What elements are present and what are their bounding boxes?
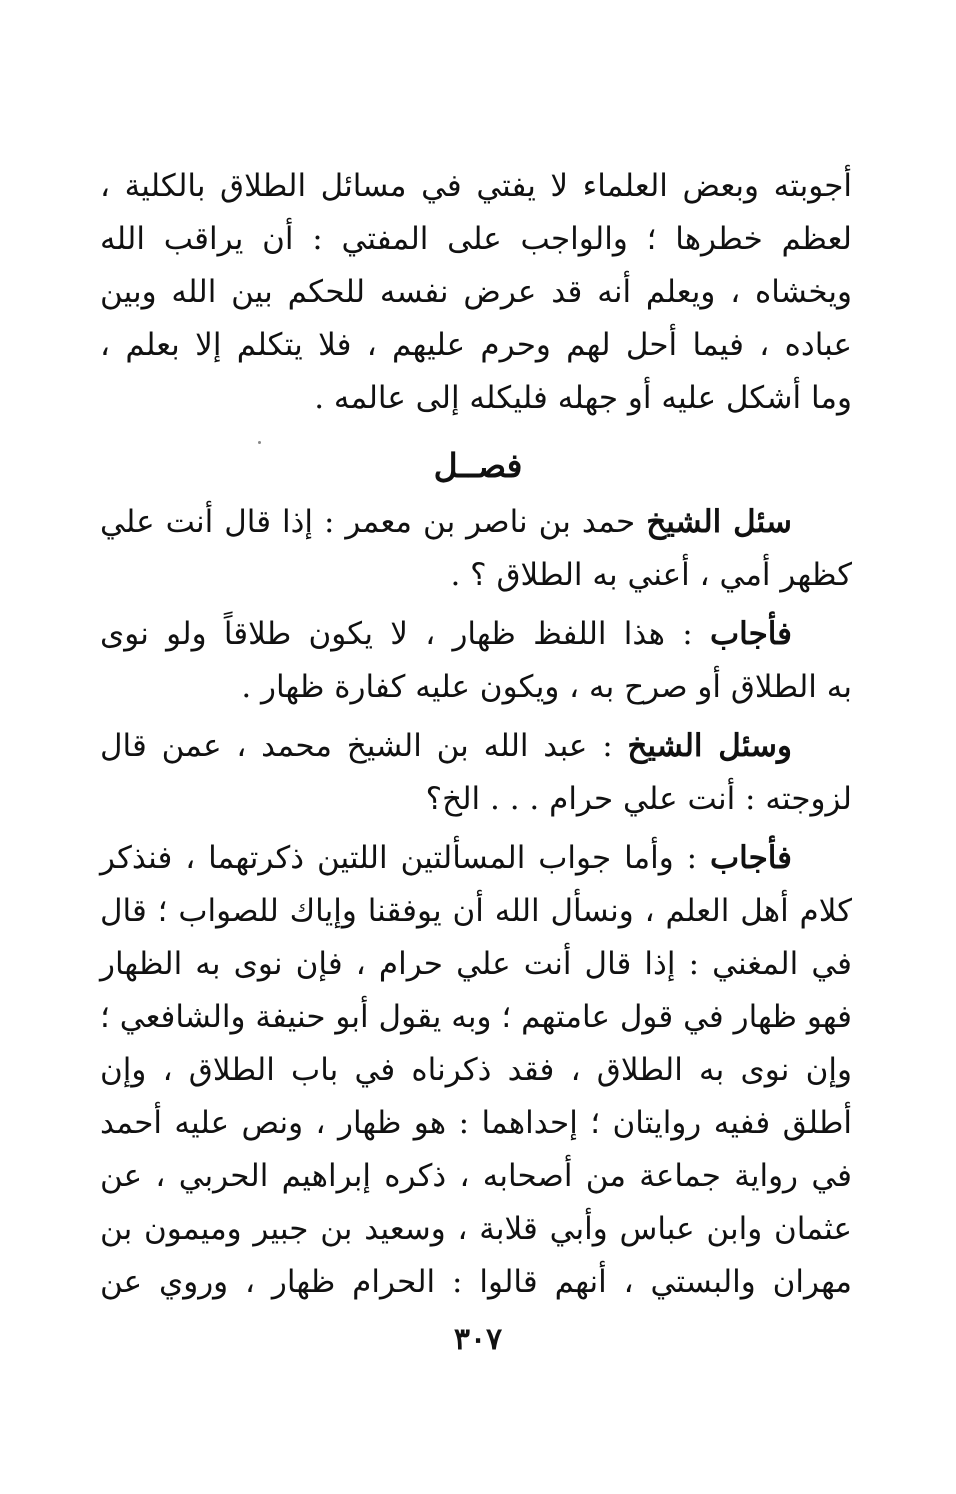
answer-2-text: : وأما جواب المسألتين اللتين ذكرتهما ، فنذكر bbox=[100, 840, 710, 876]
answer-1-text: : هذا اللفظ ظهار ، لا يكون طلاقاً ولو نوى bbox=[100, 616, 710, 652]
intro-line-5: وما أشكل عليه أو جهله فليكله إلى عالمه . bbox=[314, 380, 852, 416]
question-1-text: حمد بن ناصر بن معمر : إذا قال أنت علي bbox=[100, 504, 647, 540]
answer-1-line-1 bbox=[100, 608, 792, 660]
answer-2-line-9: مهران والبستي ، أنهم قالوا : الحرام ظهار ، وروي عن bbox=[100, 1264, 852, 1300]
question-2-line-1 bbox=[100, 720, 792, 772]
answer-1-line-2: به الطلاق أو صرح به ، ويكون عليه كفارة ظهار . bbox=[241, 669, 852, 705]
answer-1-lead: فأجاب bbox=[709, 616, 792, 652]
answer-2-line-4: فهو ظهار في قول عامتهم ؛ وبه يقول أبو حنيفة والشافعي ؛ bbox=[100, 999, 852, 1035]
question-1-line-1 bbox=[100, 496, 792, 548]
answer-2-lead: فأجاب bbox=[709, 840, 792, 876]
question-2-lead: وسئل الشيخ bbox=[627, 728, 792, 764]
question-2-line-2: لزوجته : أنت علي حرام . . . الخ؟ bbox=[425, 781, 852, 817]
section-heading: فصــل bbox=[433, 446, 523, 485]
answer-2-line-5: وإن نوى به الطلاق ، فقد ذكرناه في باب الطلاق ، وإن bbox=[100, 1052, 853, 1088]
intro-line-4: عباده ، فيما أحل لهم وحرم عليهم ، فلا يتكلم إلا بعلم ، bbox=[100, 327, 852, 363]
intro-line-1: أجوبته وبعض العلماء لا يفتي في مسائل الطلاق بالكلية ، bbox=[100, 168, 852, 204]
answer-2-line-8: عثمان وابن عباس وأبي قلابة ، وسعيد بن جبير وميمون بن bbox=[100, 1211, 852, 1247]
intro-line-3: ويخشاه ، ويعلم أنه قد عرض نفسه للحكم بين الله وبين bbox=[100, 274, 852, 310]
answer-2-line-7: في رواية جماعة من أصحابه ، ذكره إبراهيم الحربي ، عن bbox=[100, 1158, 852, 1194]
answer-2-line-2: كلام أهل العلم ، ونسأل الله أن يوفقنا وإياك للصواب ؛ قال bbox=[100, 893, 852, 929]
question-1-line-2: كظهر أمي ، أعني به الطلاق ؟ . bbox=[450, 557, 852, 593]
answer-2-line-1 bbox=[100, 832, 792, 884]
question-1-lead: سئل الشيخ bbox=[646, 504, 792, 540]
page-number: ٣٠٧ bbox=[453, 1322, 503, 1357]
answer-2-line-3: في المغني : إذا قال أنت علي حرام ، فإن نوى به الظهار bbox=[100, 946, 852, 982]
intro-line-2: لعظم خطرها ؛ والواجب على المفتي : أن يراقب الله bbox=[100, 221, 852, 257]
answer-2-line-6: أطلق ففيه روايتان ؛ إحداهما : هو ظهار ، ونص عليه أحمد bbox=[100, 1105, 852, 1141]
question-2-text: : عبد الله بن الشيخ محمد ، عمن قال bbox=[100, 728, 628, 764]
